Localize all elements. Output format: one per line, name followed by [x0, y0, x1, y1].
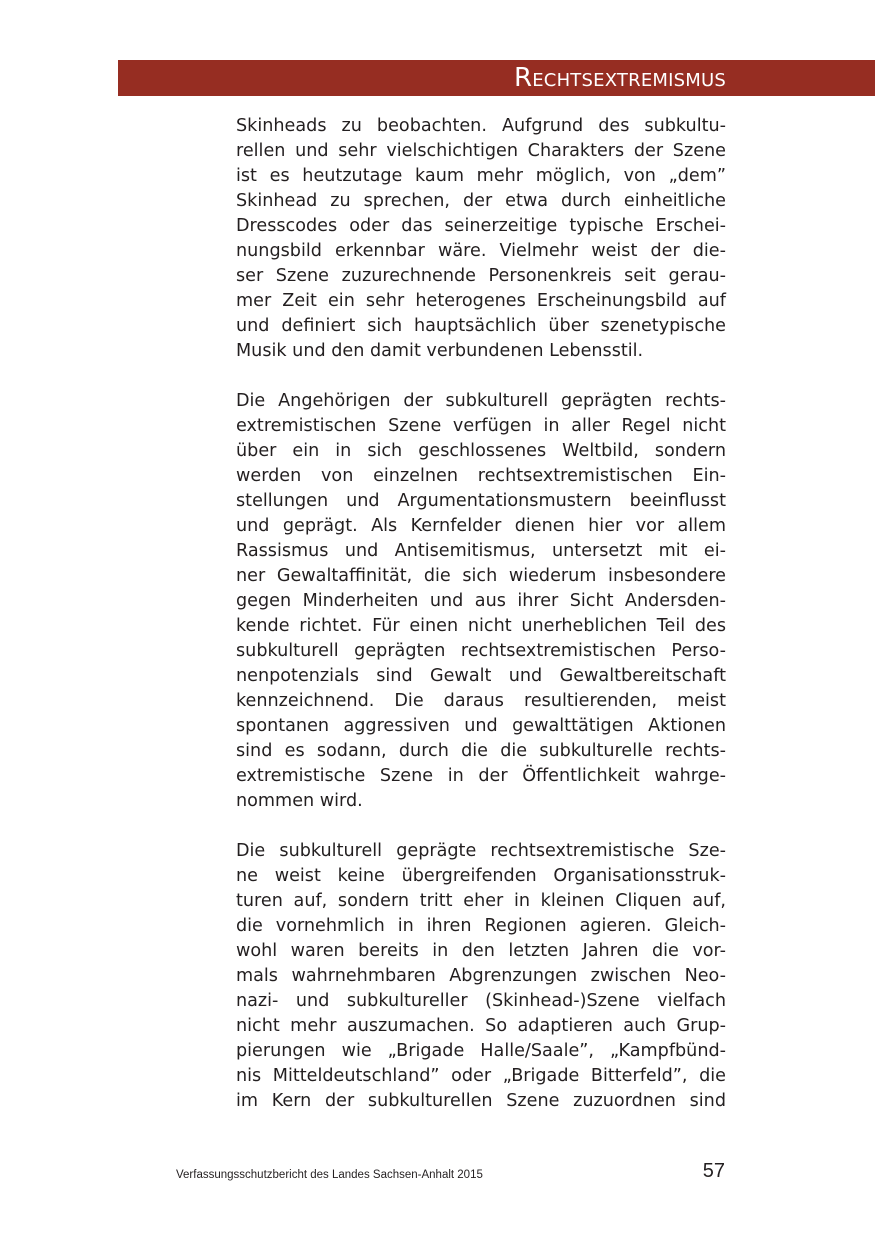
section-header-bar: [118, 60, 875, 96]
text-line: pierungen wie „Brigade Halle/Saale”, „Kampfbünd-: [236, 1041, 726, 1061]
text-line: Rassismus und Antisemitismus, untersetzt mit ei-: [236, 541, 726, 561]
text-line: nazi- und subkultureller (Skinhead-)Szene vielfach: [236, 991, 726, 1011]
paragraph-3: [236, 839, 726, 1114]
text-line: stellungen und Argumentationsmustern beeinflusst: [236, 491, 726, 511]
text-line: nungsbild erkennbar wäre. Vielmehr weist der die-: [236, 241, 726, 261]
text-line: nis Mitteldeutschland” oder „Brigade Bitterfeld”, die: [236, 1066, 726, 1086]
text-line: kennzeichnend. Die daraus resultierenden, meist: [236, 691, 726, 711]
text-line: spontanen aggressiven und gewalttätigen Aktionen: [236, 716, 726, 736]
text-line: und geprägt. Als Kernfelder dienen hier vor allem: [236, 516, 726, 536]
text-line: nommen wird.: [236, 791, 363, 811]
text-line: extremistischen Szene verfügen in aller Regel nicht: [236, 416, 726, 436]
text-line: ser Szene zuzurechnende Personenkreis seit gerau-: [236, 266, 726, 286]
text-line: extremistische Szene in der Öffentlichkeit wahrge-: [236, 766, 726, 786]
text-line: ist es heutzutage kaum mehr möglich, von „dem”: [236, 166, 726, 186]
text-line: mer Zeit ein sehr heterogenes Erscheinungsbild auf: [236, 291, 726, 311]
text-line: Die Angehörigen der subkulturell geprägten rechts-: [236, 391, 726, 411]
text-line: Skinheads zu beobachten. Aufgrund des subkultu-: [236, 116, 726, 136]
paragraph-2: [236, 389, 726, 814]
text-line: ner Gewaltaffinität, die sich wiederum insbesondere: [236, 566, 726, 586]
text-line: Die subkulturell geprägte rechtsextremistische Sze-: [236, 841, 726, 861]
body-text: [236, 114, 726, 1139]
text-line: ne weist keine übergreifenden Organisationsstruk-: [236, 866, 726, 886]
text-line: rellen und sehr vielschichtigen Charakters der Szene: [236, 141, 726, 161]
text-line: nenpotenzials sind Gewalt und Gewaltbereitschaft: [236, 666, 726, 686]
text-line: mals wahrnehmbaren Abgrenzungen zwischen Neo-: [236, 966, 726, 986]
text-line: wohl waren bereits in den letzten Jahren die vor-: [236, 941, 726, 961]
text-line: und definiert sich hauptsächlich über szenetypische: [236, 316, 726, 336]
text-line: gegen Minderheiten und aus ihrer Sicht Andersden-: [236, 591, 726, 611]
text-line: Musik und den damit verbundenen Lebensstil.: [236, 341, 644, 361]
section-title: Rechtsextremismus: [513, 63, 726, 93]
text-line: Dresscodes oder das seinerzeitige typische Erschei-: [236, 216, 726, 236]
text-line: werden von einzelnen rechtsextremistischen Ein-: [236, 466, 726, 486]
text-line: kende richtet. Für einen nicht unerheblichen Teil des: [236, 616, 726, 636]
text-line: sind es sodann, durch die die subkulturelle rechts-: [236, 741, 726, 761]
text-line: Skinhead zu sprechen, der etwa durch einheitliche: [236, 191, 726, 211]
text-line: die vornehmlich in ihren Regionen agieren. Gleich-: [236, 916, 726, 936]
page-number: 57: [702, 1160, 725, 1182]
text-line: im Kern der subkulturellen Szene zuzuordnen sind: [236, 1091, 726, 1111]
text-line: subkulturell geprägten rechtsextremistischen Perso-: [236, 641, 726, 661]
text-line: nicht mehr auszumachen. So adaptieren auch Grup-: [236, 1016, 726, 1036]
text-line: turen auf, sondern tritt eher in kleinen Cliquen auf,: [236, 891, 726, 911]
footer-publication: Verfassungsschutzbericht des Landes Sachsen-Anhalt 2015: [176, 1169, 483, 1181]
paragraph-1: [236, 114, 726, 364]
text-line: über ein in sich geschlossenes Weltbild, sondern: [236, 441, 726, 461]
